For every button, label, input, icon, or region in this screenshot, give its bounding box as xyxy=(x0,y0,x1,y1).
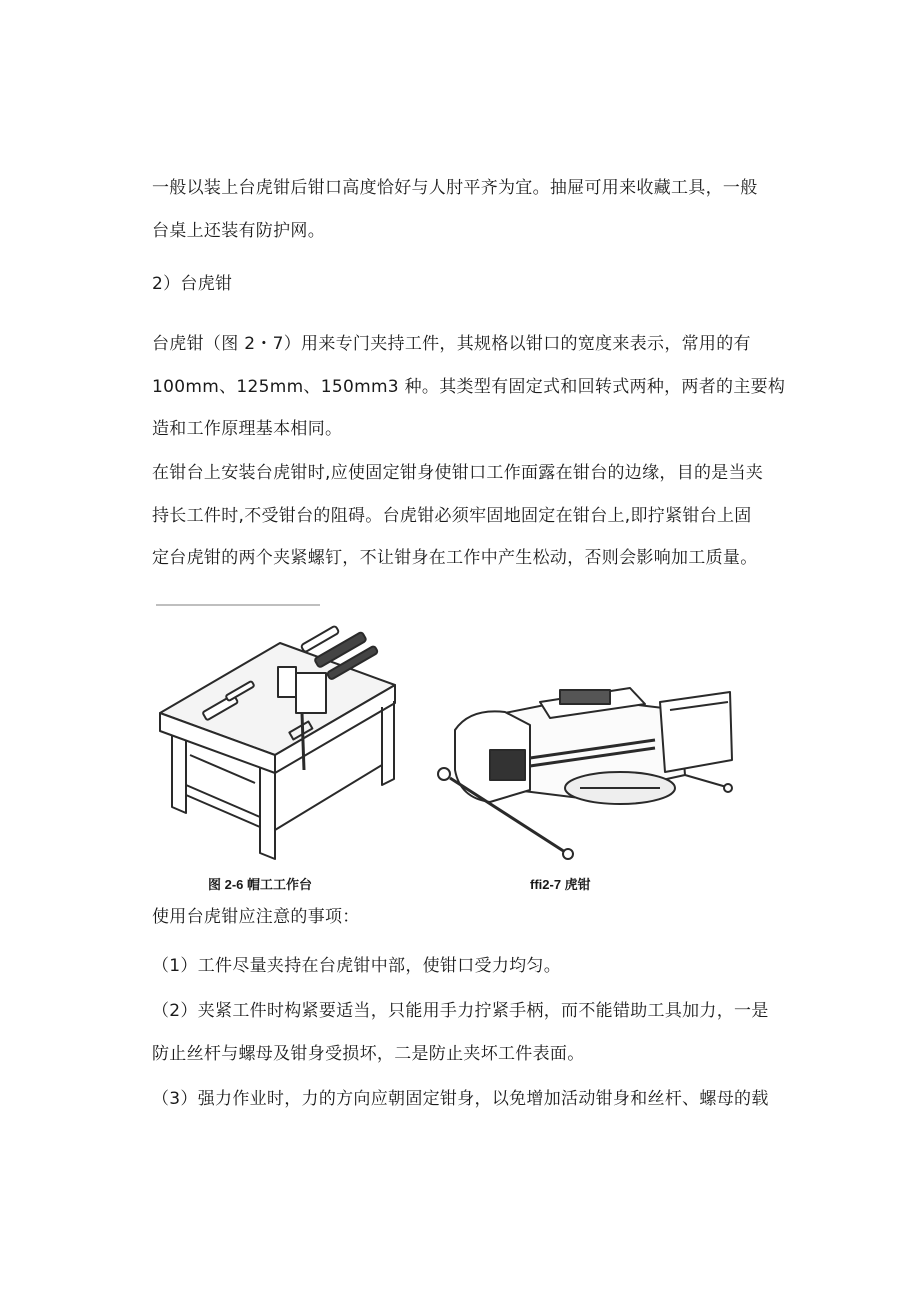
figure-caption: 图 2-6 帽工工作台 xyxy=(208,877,313,892)
list-item: （3）强力作业时，力的方向应朝固定钳身，以免增加活动钳身和丝杆、螺母的载 xyxy=(152,1089,769,1109)
list-item-continuation: 防止丝杆与螺母及钳身受损坏，二是防止夹坏工件表面。 xyxy=(152,1044,585,1064)
figure-caption: ffi2-7 虎钳 xyxy=(530,877,591,892)
paragraph-line: 造和工作原理基本相同。 xyxy=(152,419,343,439)
list-item: （1）工件尽量夹持在台虎钳中部，使钳口受力均匀。 xyxy=(152,956,562,976)
paragraph-line: 持长工件时,不受钳台的阻碍。台虎钳必须牢固地固定在钳台上,即拧紧钳台上固 xyxy=(152,506,752,526)
paragraph-line: 使用台虎钳应注意的事项： xyxy=(152,907,360,927)
vise-illustration xyxy=(430,680,740,860)
list-item: （2）夹紧工件时构紧要适当，只能用手力拧紧手柄，而不能错助工具加力，一是 xyxy=(152,1001,769,1021)
section-heading: 2）台虎钳 xyxy=(152,274,233,294)
paragraph-line: 一般以装上台虎钳后钳口高度恰好与人肘平齐为宜。抽屉可用来收藏工具，一般 xyxy=(152,178,758,198)
paragraph-line: 100mm、125mm、150mm3 种。其类型有固定式和回转式两种，两者的主要构 xyxy=(152,377,786,397)
paragraph-line: 台桌上还装有防护网。 xyxy=(152,221,325,241)
workbench-illustration xyxy=(150,595,410,875)
paragraph-line: 在钳台上安装台虎钳时,应使固定钳身使钳口工作面露在钳台的边缘，目的是当夹 xyxy=(152,463,764,483)
paragraph-line: 台虎钳（图 2・7）用来专门夹持工件，其规格以钳口的宽度来表示，常用的有 xyxy=(152,334,751,354)
paragraph-line: 定台虎钳的两个夹紧螺钉，不让钳身在工作中产生松动，否则会影响加工质量。 xyxy=(152,548,758,568)
